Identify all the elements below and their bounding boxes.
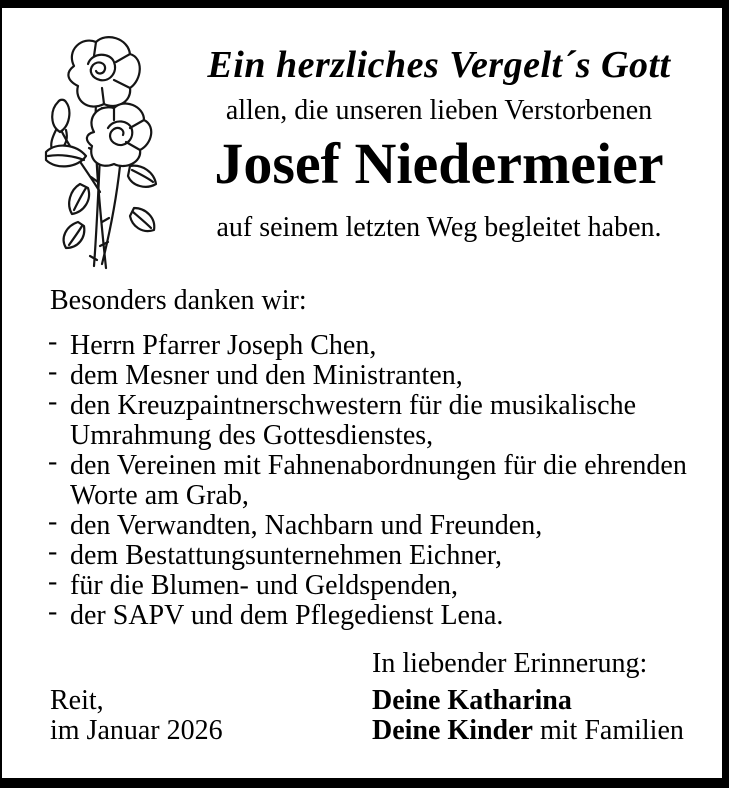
signature-kinder-rest: mit Familien	[533, 715, 684, 746]
thanks-heading: Besonders danken wir:	[50, 285, 307, 316]
thanks-item-text: den Kreuzpaintnerschwestern für die musikalische Umrahmung des Gottesdienstes,	[70, 390, 637, 451]
thanks-list-item	[48, 446, 710, 511]
thanks-item-text: den Verwandten, Nachbarn und Freunden,	[70, 510, 543, 541]
remembrance-line: In liebender Erinnerung:	[372, 648, 648, 679]
notice-intro-line: allen, die unseren lieben Verstorbenen	[225, 95, 653, 126]
notice-closing-line: auf seinem letzten Weg begleitet haben.	[216, 212, 662, 243]
signature-katharina: Deine Katharina	[372, 685, 572, 716]
date-line: im Januar 2026	[50, 715, 223, 746]
closing-section	[50, 649, 710, 746]
thanks-item-text: für die Blumen- und Geldspenden,	[70, 570, 459, 601]
thanks-list-item	[48, 356, 710, 391]
dash-bullet: -	[48, 386, 58, 417]
thanks-list-item	[48, 326, 710, 361]
thanks-section	[48, 286, 710, 631]
rose-bouquet-icon	[36, 32, 170, 274]
place-line: Reit,	[50, 685, 104, 716]
thanks-item-text: der SAPV und dem Pflegedienst Lena.	[70, 600, 504, 631]
thanks-item-text: dem Mesner und den Ministranten,	[70, 360, 463, 391]
thanks-item-text: dem Bestattungsunternehmen Eichner,	[70, 540, 502, 571]
signature-row	[50, 686, 710, 716]
thanks-list-item	[48, 566, 710, 601]
dash-bullet: -	[48, 326, 58, 357]
thanks-item-text: Herrn Pfarrer Joseph Chen,	[70, 330, 377, 361]
thanks-list-item	[48, 506, 710, 541]
dash-bullet: -	[48, 566, 58, 597]
rose-bouquet-icon	[36, 32, 170, 274]
deceased-name: Josef Niedermeier	[214, 131, 664, 196]
signature-kinder-bold: Deine Kinder	[372, 715, 533, 746]
dash-bullet: -	[48, 536, 58, 567]
notice-title: Ein herzliches Vergelt´s Gott	[207, 44, 671, 86]
thanks-list-item	[48, 386, 710, 451]
thanks-list	[48, 326, 710, 631]
obituary-page	[2, 8, 722, 778]
dash-bullet: -	[48, 446, 58, 477]
thanks-list-item	[48, 596, 710, 631]
notice-header	[170, 28, 708, 244]
dash-bullet: -	[48, 356, 58, 387]
dash-bullet: -	[48, 506, 58, 537]
signature-kinder	[372, 716, 684, 746]
signature-row	[50, 716, 710, 746]
dash-bullet: -	[48, 596, 58, 627]
thanks-item-text: den Vereinen mit Fahnenabordnungen für die ehrenden Worte am Grab,	[70, 450, 687, 511]
thanks-list-item	[48, 536, 710, 571]
